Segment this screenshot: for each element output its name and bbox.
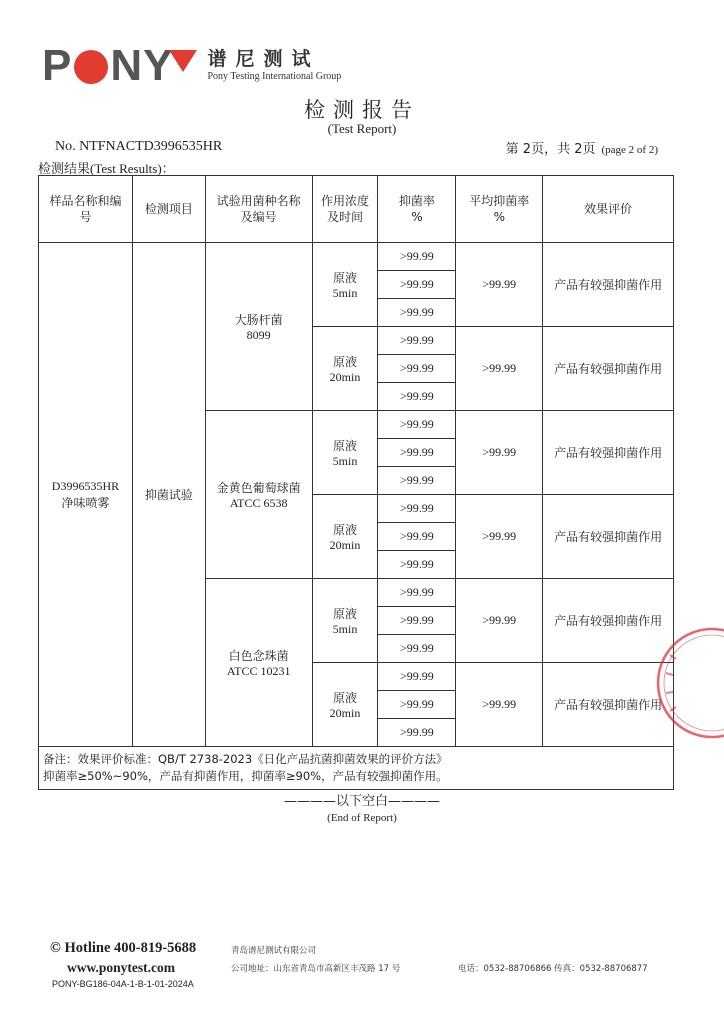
sample-code: D3996535HR xyxy=(51,478,120,493)
end-of-report-en: (End of Report) xyxy=(327,812,397,824)
header-strain: 试验用菌种名称及编号 xyxy=(205,176,312,243)
rate-cell: >99.99 xyxy=(378,383,456,411)
sample-name: 净味喷雾 xyxy=(61,495,110,510)
company-address: 公司地址：山东省青岛市高新区丰茂路 17 号 xyxy=(231,964,401,974)
concentration: 原液 xyxy=(333,438,358,453)
contact-time: 5min xyxy=(332,621,358,636)
rate-cell: >99.99 xyxy=(378,635,456,663)
table-row xyxy=(39,243,674,271)
remark-cell xyxy=(39,747,674,790)
report-title: 检测报告 xyxy=(304,98,420,122)
strain-code: ATCC 10231 xyxy=(226,663,291,678)
logo-text xyxy=(207,48,341,84)
rate-cell: >99.99 xyxy=(378,663,456,691)
concentration-cell xyxy=(312,327,378,411)
remark-line-1: 备注：效果评价标准：QB/T 2738-2023《日化产品抗菌抑菌效果的评价方法》 xyxy=(43,752,448,766)
page-indicator xyxy=(506,138,658,157)
evaluation-cell: 产品有较强抑菌作用 xyxy=(543,411,674,495)
concentration: 原液 xyxy=(333,270,358,285)
rate-cell: >99.99 xyxy=(378,467,456,495)
rate-cell: >99.99 xyxy=(378,691,456,719)
strain-name: 金黄色葡萄球菌 xyxy=(216,480,301,495)
logo-wordmark xyxy=(42,41,197,90)
average-rate-cell: >99.99 xyxy=(456,243,543,327)
concentration-cell xyxy=(312,663,378,747)
contact-time: 5min xyxy=(332,285,358,300)
rate-cell: >99.99 xyxy=(378,579,456,607)
concentration: 原液 xyxy=(333,690,358,705)
average-rate-cell: >99.99 xyxy=(456,411,543,495)
company-name: 青岛谱尼测试有限公司 xyxy=(231,946,317,956)
header-sample: 样品名称和编号 xyxy=(39,176,133,243)
strain-cell xyxy=(205,579,312,747)
concentration-cell xyxy=(312,579,378,663)
copyright-c-icon: © xyxy=(50,940,61,956)
rate-cell: >99.99 xyxy=(378,495,456,523)
concentration-cell xyxy=(312,243,378,327)
evaluation-cell: 产品有较强抑菌作用 xyxy=(543,579,674,663)
results-table xyxy=(38,175,674,790)
logo-letter-p: P xyxy=(42,41,73,90)
evaluation-cell: 产品有较强抑菌作用 xyxy=(543,327,674,411)
strain-code: 8099 xyxy=(246,327,271,342)
strain-cell xyxy=(205,411,312,579)
logo-letters-ny: NY xyxy=(110,41,174,90)
logo-flag-icon xyxy=(169,50,197,72)
rate-cell: >99.99 xyxy=(378,327,456,355)
sample-cell xyxy=(39,243,133,747)
average-rate-cell: >99.99 xyxy=(456,663,543,747)
test-item-cell: 抑菌试验 xyxy=(132,243,205,747)
end-of-report-cn: ————以下空白———— xyxy=(283,794,440,809)
concentration-cell xyxy=(312,411,378,495)
header-evaluation: 效果评价 xyxy=(543,176,674,243)
page-indicator-cn: 第 2页，共 2页 xyxy=(505,142,596,157)
concentration-cell xyxy=(312,495,378,579)
strain-code: ATCC 6538 xyxy=(229,495,288,510)
average-rate-cell: >99.99 xyxy=(456,327,543,411)
rate-cell: >99.99 xyxy=(378,523,456,551)
company-contact: 电话：0532-88706866 传真：0532-88706877 xyxy=(458,964,648,974)
logo-english-name: Pony Testing International Group xyxy=(207,71,342,82)
concentration: 原液 xyxy=(333,606,358,621)
average-rate-cell: >99.99 xyxy=(456,579,543,663)
strain-cell xyxy=(205,243,312,411)
header-item: 检测项目 xyxy=(132,176,205,243)
results-label-en: (Test Results)： xyxy=(90,161,175,176)
page-indicator-en: (page 2 of 2) xyxy=(601,144,658,156)
document-code: PONY-BG186-04A-1-B-1-01-2024A xyxy=(52,979,194,989)
rate-cell: >99.99 xyxy=(378,607,456,635)
rate-cell: >99.99 xyxy=(378,299,456,327)
hotline xyxy=(50,940,196,957)
rate-cell: >99.99 xyxy=(378,551,456,579)
header-concentration: 作用浓度及时间 xyxy=(312,176,378,243)
concentration: 原液 xyxy=(333,354,358,369)
evaluation-cell: 产品有较强抑菌作用 xyxy=(543,495,674,579)
remark-row xyxy=(39,747,674,790)
rate-cell: >99.99 xyxy=(378,355,456,383)
rate-cell: >99.99 xyxy=(378,271,456,299)
table-header-row xyxy=(39,176,674,243)
strain-name: 大肠杆菌 xyxy=(234,312,283,327)
contact-time: 20min xyxy=(329,705,361,720)
contact-time: 20min xyxy=(329,537,361,552)
strain-name: 白色念珠菌 xyxy=(228,648,289,663)
contact-time: 5min xyxy=(332,453,358,468)
report-subtitle: (Test Report) xyxy=(327,121,397,136)
evaluation-cell: 产品有较强抑菌作用 xyxy=(543,663,674,747)
rate-cell: >99.99 xyxy=(378,439,456,467)
results-label-cn: 检测结果 xyxy=(38,162,91,177)
rate-cell: >99.99 xyxy=(378,411,456,439)
evaluation-cell: 产品有较强抑菌作用 xyxy=(543,243,674,327)
rate-cell: >99.99 xyxy=(378,243,456,271)
contact-time: 20min xyxy=(329,369,361,384)
header-rate: 抑菌率 % xyxy=(378,176,456,243)
report-number: No. NTFNACTD3996535HR xyxy=(55,139,223,154)
logo-o-circle-icon xyxy=(74,50,108,84)
header-average-rate: 平均抑菌率 % xyxy=(456,176,543,243)
company-logo xyxy=(42,41,342,90)
rate-cell: >99.99 xyxy=(378,719,456,747)
seal-stamp-icon xyxy=(600,615,724,745)
concentration: 原液 xyxy=(333,522,358,537)
remark-line-2: 抑菌率≥50%~90%，产品有抑菌作用，抑菌率≥90%，产品有较强抑菌作用。 xyxy=(43,769,448,783)
hotline-text: Hotline 400-819-5688 xyxy=(64,940,197,956)
average-rate-cell: >99.99 xyxy=(456,495,543,579)
logo-chinese-name: 谱尼测试 xyxy=(207,48,320,70)
website: www.ponytest.com xyxy=(67,960,175,975)
